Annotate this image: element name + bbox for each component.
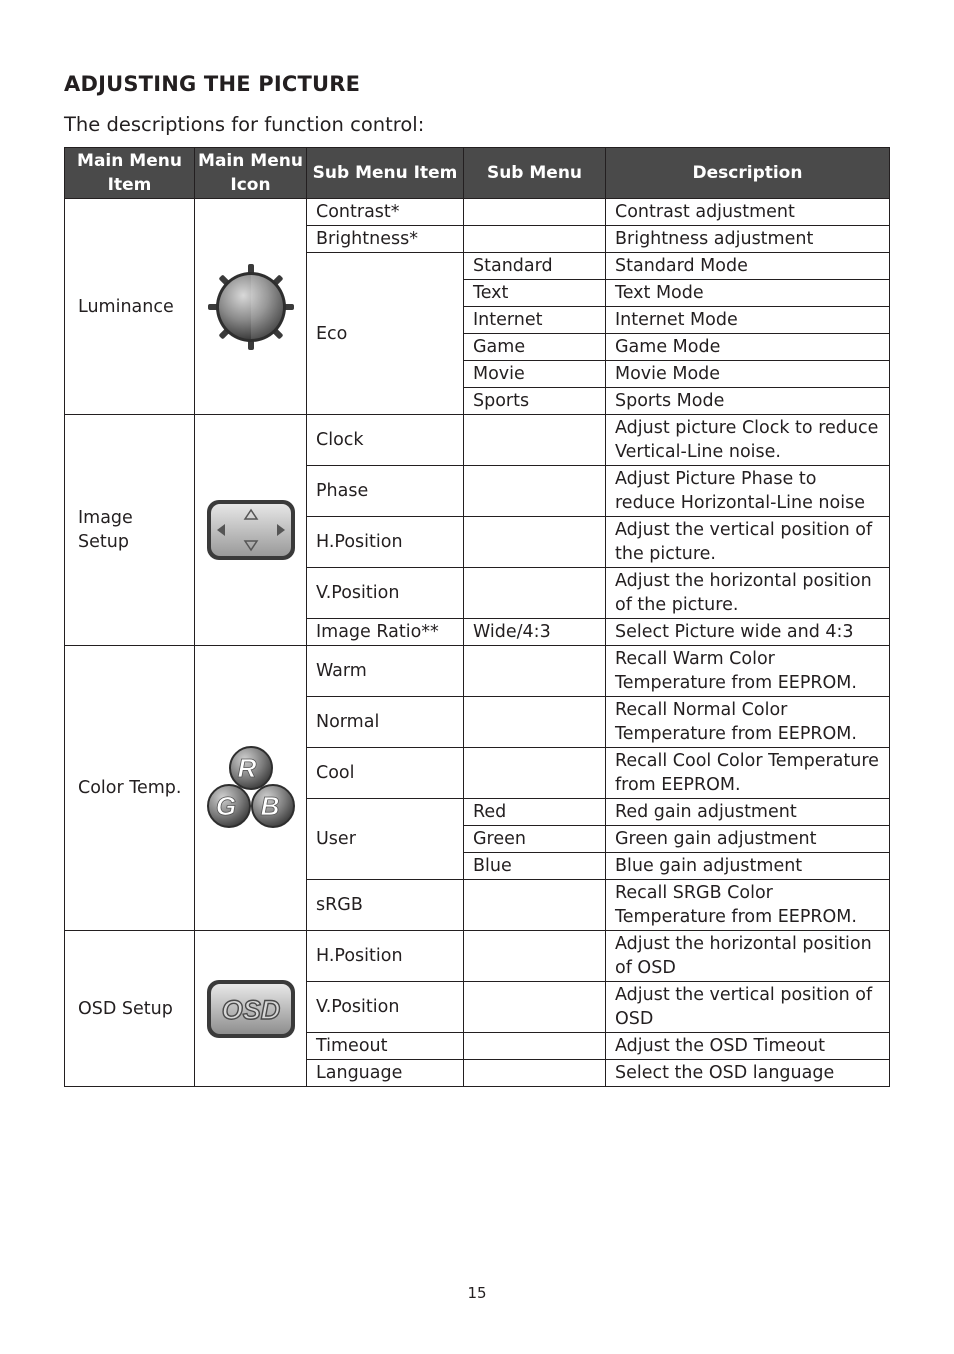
table-row — [65, 415, 890, 466]
sub-menu — [464, 1033, 606, 1060]
page-heading: ADJUSTING THE PICTURE — [64, 72, 361, 96]
osd-button-icon — [195, 931, 307, 1087]
column-header: Sub Menu Item — [307, 148, 464, 199]
description: Game Mode — [606, 334, 890, 361]
description: Select Picture wide and 4:3 — [606, 619, 890, 646]
sub-menu — [464, 982, 606, 1033]
sub-menu — [464, 646, 606, 697]
sub-menu: Game — [464, 334, 606, 361]
sub-menu — [464, 415, 606, 466]
sub-menu: Sports — [464, 388, 606, 415]
sub-menu — [464, 880, 606, 931]
sub-menu: Text — [464, 280, 606, 307]
page-number: 15 — [467, 1284, 487, 1302]
sub-menu: Standard — [464, 253, 606, 280]
sub-menu-item: Contrast* — [307, 199, 464, 226]
description: Adjust Picture Phase to reduce Horizontal-Line noise — [606, 466, 890, 517]
description: Movie Mode — [606, 361, 890, 388]
sub-menu-item: User — [307, 799, 464, 880]
sub-menu — [464, 748, 606, 799]
column-header: Sub Menu — [464, 148, 606, 199]
description: Green gain adjustment — [606, 826, 890, 853]
sub-menu-item: Clock — [307, 415, 464, 466]
table-row — [65, 931, 890, 982]
description: Sports Mode — [606, 388, 890, 415]
sub-menu-item: V.Position — [307, 982, 464, 1033]
sub-menu-item: Normal — [307, 697, 464, 748]
description: Adjust picture Clock to reduce Vertical-Line noise. — [606, 415, 890, 466]
sub-menu: Red — [464, 799, 606, 826]
description: Contrast adjustment — [606, 199, 890, 226]
description: Adjust the OSD Timeout — [606, 1033, 890, 1060]
description: Red gain adjustment — [606, 799, 890, 826]
description: Standard Mode — [606, 253, 890, 280]
description: Recall SRGB Color Temperature from EEPROM. — [606, 880, 890, 931]
table-row — [65, 199, 890, 226]
luminance-knob-icon — [195, 199, 307, 415]
table-header-row — [65, 148, 890, 199]
sub-menu — [464, 466, 606, 517]
sub-menu — [464, 226, 606, 253]
description: Adjust the vertical position of the picture. — [606, 517, 890, 568]
osd-icon-label: OSD — [221, 994, 280, 1025]
intro-text: The descriptions for function control: — [64, 113, 425, 136]
sub-menu-item: Timeout — [307, 1033, 464, 1060]
sub-menu: Internet — [464, 307, 606, 334]
sub-menu — [464, 931, 606, 982]
sub-menu-item: V.Position — [307, 568, 464, 619]
sub-menu: Movie — [464, 361, 606, 388]
description: Adjust the horizontal position of the picture. — [606, 568, 890, 619]
sub-menu — [464, 568, 606, 619]
table-row — [65, 646, 890, 697]
sub-menu — [464, 1060, 606, 1087]
image-setup-dpad-icon — [195, 415, 307, 646]
rgb-color-icon — [195, 646, 307, 931]
sub-menu-item: H.Position — [307, 931, 464, 982]
sub-menu — [464, 199, 606, 226]
sub-menu-item: H.Position — [307, 517, 464, 568]
description: Brightness adjustment — [606, 226, 890, 253]
description: Text Mode — [606, 280, 890, 307]
description: Recall Warm Color Temperature from EEPROM. — [606, 646, 890, 697]
sub-menu: Wide/4:3 — [464, 619, 606, 646]
sub-menu-item: Warm — [307, 646, 464, 697]
sub-menu-item: sRGB — [307, 880, 464, 931]
function-control-table — [64, 147, 890, 1087]
sub-menu-item: Language — [307, 1060, 464, 1087]
column-header: Description — [606, 148, 890, 199]
column-header: Main Menu Item — [65, 148, 195, 199]
sub-menu-item: Brightness* — [307, 226, 464, 253]
description: Recall Normal Color Temperature from EEPROM. — [606, 697, 890, 748]
description: Adjust the vertical position of OSD — [606, 982, 890, 1033]
description: Adjust the horizontal position of OSD — [606, 931, 890, 982]
sub-menu-item: Cool — [307, 748, 464, 799]
sub-menu-item: Eco — [307, 253, 464, 415]
description: Select the OSD language — [606, 1060, 890, 1087]
sub-menu — [464, 697, 606, 748]
rgb-letter-b: B — [260, 791, 279, 821]
sub-menu: Green — [464, 826, 606, 853]
main-menu-item: OSD Setup — [65, 931, 195, 1087]
main-menu-item: Luminance — [65, 199, 195, 415]
rgb-letter-r: R — [237, 753, 256, 783]
sub-menu-item: Image Ratio** — [307, 619, 464, 646]
sub-menu — [464, 517, 606, 568]
column-header: Main Menu Icon — [195, 148, 307, 199]
description: Blue gain adjustment — [606, 853, 890, 880]
rgb-letter-g: G — [215, 791, 236, 821]
description: Internet Mode — [606, 307, 890, 334]
description: Recall Cool Color Temperature from EEPROM. — [606, 748, 890, 799]
main-menu-item: Color Temp. — [65, 646, 195, 931]
sub-menu-item: Phase — [307, 466, 464, 517]
sub-menu: Blue — [464, 853, 606, 880]
main-menu-item: Image Setup — [65, 415, 195, 646]
